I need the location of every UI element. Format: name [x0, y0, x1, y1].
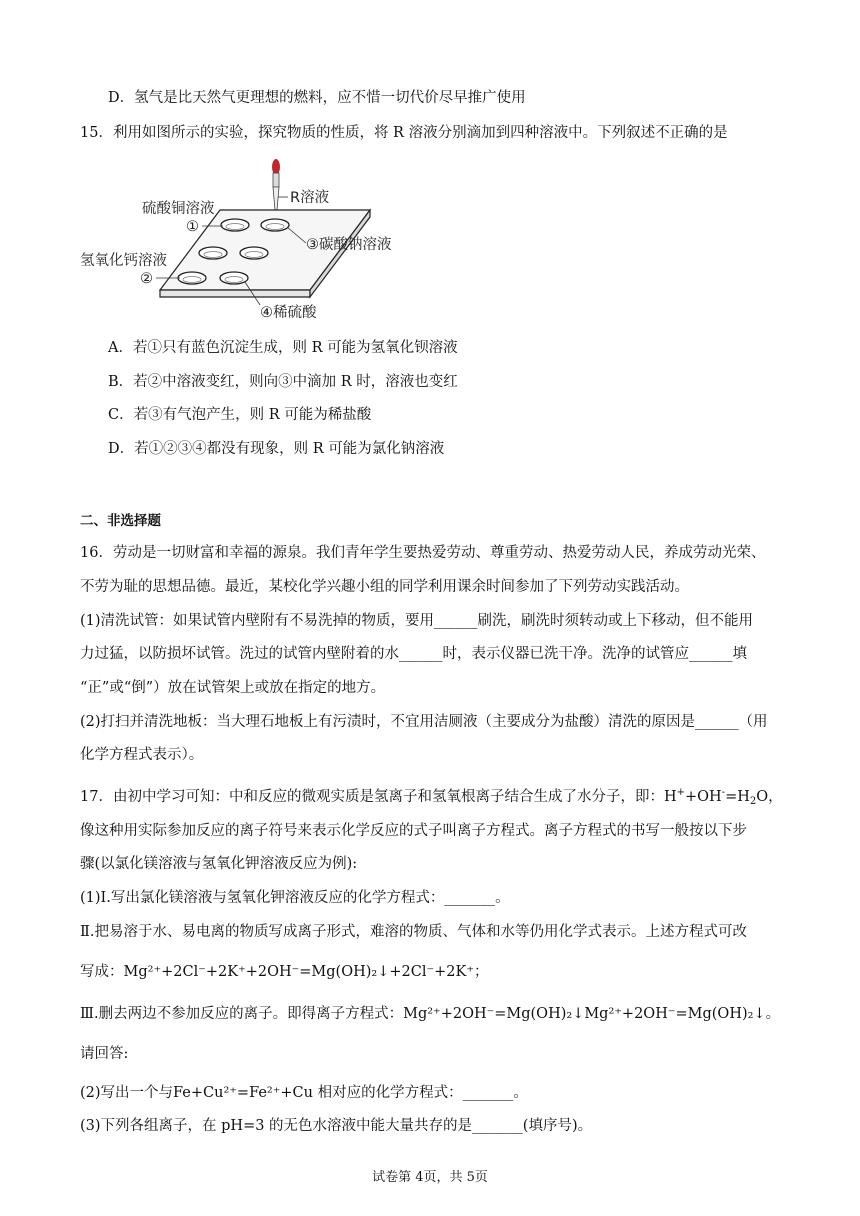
q15-option-a: A．若①只有蓝色沉淀生成，则 R 可能为氢氧化钡溶液	[108, 340, 458, 356]
q17-line-1: 17．由初中学习可知：中和反应的微观实质是氢离子和氢氧根离子结合生成了水分子，即：$H^++OH^-=H_2O$，	[80, 787, 783, 807]
q17-line-10: (3)下列各组离子，在 pH=3 的无色水溶液中能大量共存的是_______(填序号)。	[80, 1118, 593, 1134]
spot-plate-figure	[80, 155, 410, 325]
q16-line-4: 力过猛，以防损坏试管。洗过的试管内壁附着的水______时，表示仪器已洗干净。洗净的试管应______填	[80, 646, 747, 662]
q17-line-4: (1)Ⅰ.写出氯化镁溶液与氢氧化钾溶液反应的化学方程式：_______。	[80, 890, 510, 906]
q15-option-b: B．若②中溶液变红，则向③中滴加 R 时，溶液也变红	[108, 374, 458, 390]
q16-line-6: (2)打扫并清洗地板：当大理石地板上有污渍时，不宜用洁厕液（主要成分为盐酸）清洗的原因是______（用	[80, 714, 768, 730]
q15-option-c: C．若③有气泡产生，则 R 可能为稀盐酸	[108, 407, 372, 423]
q14-option-d: D．氢气是比天然气更理想的燃料，应不惜一切代价尽早推广使用	[108, 90, 526, 106]
q15-option-d: D．若①②③④都没有现象，则 R 可能为氯化钠溶液	[108, 441, 445, 457]
label-h2so4: ④稀硫酸	[260, 305, 317, 321]
q15-stem: 15．利用如图所示的实验，探究物质的性质，将 R 溶液分别滴加到四种溶液中。下列叙述不正确的是	[80, 125, 728, 141]
q17-line-8: 请回答:	[80, 1046, 129, 1062]
q17-line-9: (2)写出一个与Fe+Cu²⁺=Fe²⁺+Cu 相对应的化学方程式：_______。	[80, 1085, 528, 1101]
q17-line-2: 像这种用实际参加反应的离子符号来表示化学反应的式子叫离子方程式。离子方程式的书写一般按以下步	[80, 823, 747, 839]
label-na2co3: ③碳酸钠溶液	[306, 237, 392, 253]
q17-line-3: 骤(以氯化镁溶液与氢氧化钾溶液反应为例):	[80, 856, 358, 872]
label-cuso4: 硫酸铜溶液	[142, 201, 215, 217]
mark-1: ①	[186, 219, 199, 235]
q16-line-5: “正”或“倒”）放在试管架上或放在指定的地方。	[80, 680, 386, 696]
q17-line-5: Ⅱ.把易溶于水、易电离的物质写成离子形式，难溶的物质、气体和水等仍用化学式表示。上述方程式可改	[80, 924, 747, 940]
label-caoh2: 氢氧化钙溶液	[80, 253, 167, 269]
section-title: 二、非选择题	[80, 513, 161, 529]
q16-line-2: 不劳为耻的思想品德。最近，某校化学兴趣小组的同学利用课余时间参加了下列劳动实践活动。	[80, 579, 689, 595]
q16-line-1: 16．劳动是一切财富和幸福的源泉。我们青年学生要热爱劳动、尊重劳动、热爱劳动人民，养成劳动光荣、	[80, 545, 766, 561]
ionic-equation-1: Mg²⁺+2Cl⁻+2K⁺+2OH⁻=Mg(OH)₂↓+2Cl⁻+2K⁺；	[123, 964, 489, 980]
dropper-icon	[272, 159, 280, 210]
ionic-equation-2: Mg²⁺+2OH⁻=Mg(OH)₂↓Mg²⁺+2OH⁻=Mg(OH)₂↓。	[403, 1006, 781, 1022]
q16-line-7: 化学方程式表示）。	[80, 747, 204, 763]
mark-2: ②	[140, 271, 153, 287]
dropper-label: R溶液	[290, 190, 330, 206]
page-footer: 试卷第 4页，共 5页	[372, 1170, 488, 1185]
q17-line-6: 写成：Mg²⁺+2Cl⁻+2K⁺+2OH⁻=Mg(OH)₂↓+2Cl⁻+2K⁺；	[80, 964, 489, 980]
q16-line-3: (1)清洗试管：如果试管内壁附有不易洗掉的物质，要用______刷洗，刷洗时须转动或上下移动，但不能用	[80, 613, 754, 629]
q17-line-7: Ⅲ.删去两边不参加反应的离子。即得离子方程式：Mg²⁺+2OH⁻=Mg(OH)₂↓Mg²⁺+2OH⁻=Mg(OH)₂↓。	[80, 1006, 781, 1022]
